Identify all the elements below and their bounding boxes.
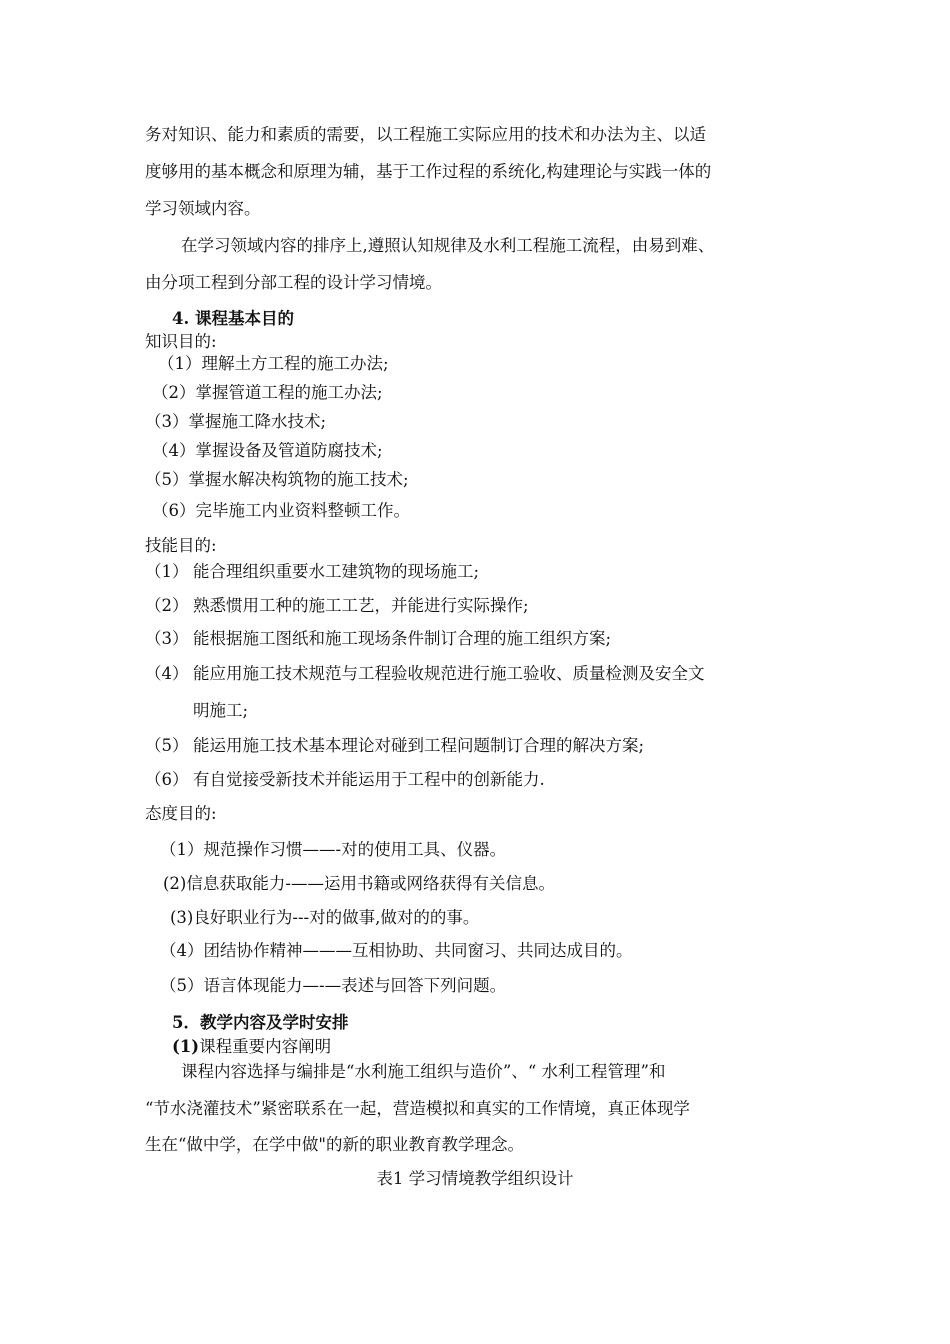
attitude-label: 态度目的: [145, 804, 217, 823]
skill-item-number: （2） [145, 596, 189, 615]
intro-para2-line-1: 在学习领域内容的排序上,遵照认知规律及水利工程施工流程，由易到难、 [181, 236, 715, 255]
intro-para2-line-2: 由分项工程到分部工程的设计学习情境。 [145, 273, 442, 292]
section-5-para-line-3: 生在“做中学，在学中做"的新的职业教育教学理念。 [145, 1135, 525, 1154]
skill-item-number: （5） [145, 736, 189, 755]
knowledge-item: （2）掌握管道工程的施工办法; [152, 383, 383, 402]
skill-item [145, 738, 644, 755]
knowledge-item: （5）掌握水解决构筑物的施工技术; [145, 470, 409, 489]
knowledge-item: （6）完毕施工内业资料整顿工作。 [152, 501, 410, 520]
skill-item-continuation: 明施工; [193, 701, 249, 720]
table-caption: 表1 学习情境教学组织设计 [376, 1169, 574, 1188]
attitude-item: （1）规范操作习惯——-对的使用工具、仪器。 [160, 840, 507, 859]
skill-item-number: （6） [145, 770, 189, 789]
skill-item-text: 有自觉接受新技术并能运用于工程中的创新能力. [193, 770, 545, 789]
skill-item-text: 能根据施工图纸和施工现场条件制订合理的施工组织方案; [193, 629, 612, 648]
attitude-item: （4）团结协作精神———互相协助、共同窗习、共同达成目的。 [160, 941, 633, 960]
section-5-para-line-1: 课程内容选择与编排是“水利施工组织与造价”、“ 水利工程管理”和 [181, 1062, 666, 1081]
skill-item [145, 598, 529, 615]
subheading-text: 课程重要内容阐明 [199, 1037, 332, 1056]
skill-item-text: 熟悉惯用工种的施工工艺，并能进行实际操作; [193, 596, 529, 615]
attitude-item: (3)良好职业行为---对的做事,做对的的事。 [170, 908, 480, 927]
skill-item [145, 666, 705, 683]
skill-item [145, 772, 545, 789]
skill-item-text: 能合理组织重要水工建筑物的现场施工; [193, 562, 480, 581]
section-5-para-line-2: “节水浇灌技术”紧密联系在一起，营造模拟和真实的工作情境，真正体现学 [145, 1099, 690, 1118]
attitude-item: （5）语言体现能力—-—表述与回答下列问题。 [160, 976, 507, 995]
skill-item-number: （4） [145, 664, 189, 683]
intro-line-2: 度够用的基本概念和原理为辅，基于工作过程的系统化,构建理论与实践一体的 [145, 162, 712, 181]
knowledge-item: （4）掌握设备及管道防腐技术; [152, 441, 383, 460]
intro-line-3: 学习领域内容。 [145, 199, 261, 218]
skill-label: 技能目的: [145, 536, 217, 555]
section-5-subheading [172, 1039, 331, 1056]
knowledge-label: 知识目的: [145, 332, 217, 351]
knowledge-item: （3）掌握施工降水技术; [145, 412, 327, 431]
skill-item [145, 631, 611, 648]
intro-line-1: 务对知识、能力和素质的需要，以工程施工实际应用的技术和办法为主、以适 [145, 125, 706, 144]
skill-item-text: 能运用施工技术基本理论对碰到工程问题制订合理的解决方案; [193, 736, 645, 755]
skill-item [145, 564, 479, 581]
section-4-heading: 4. 课程基本目的 [172, 309, 294, 328]
section-5-heading: 5．教学内容及学时安排 [172, 1013, 349, 1032]
attitude-item: (2)信息获取能力-——运用书籍或网络获得有关信息。 [163, 874, 555, 893]
subheading-number: (1) [172, 1037, 200, 1056]
knowledge-item: （1）理解土方工程的施工办法; [158, 354, 389, 373]
skill-item-text: 能应用施工技术规范与工程验收规范进行施工验收、质量检测及安全文 [193, 664, 705, 683]
skill-item-number: （1） [145, 562, 189, 581]
skill-item-number: （3） [145, 629, 189, 648]
